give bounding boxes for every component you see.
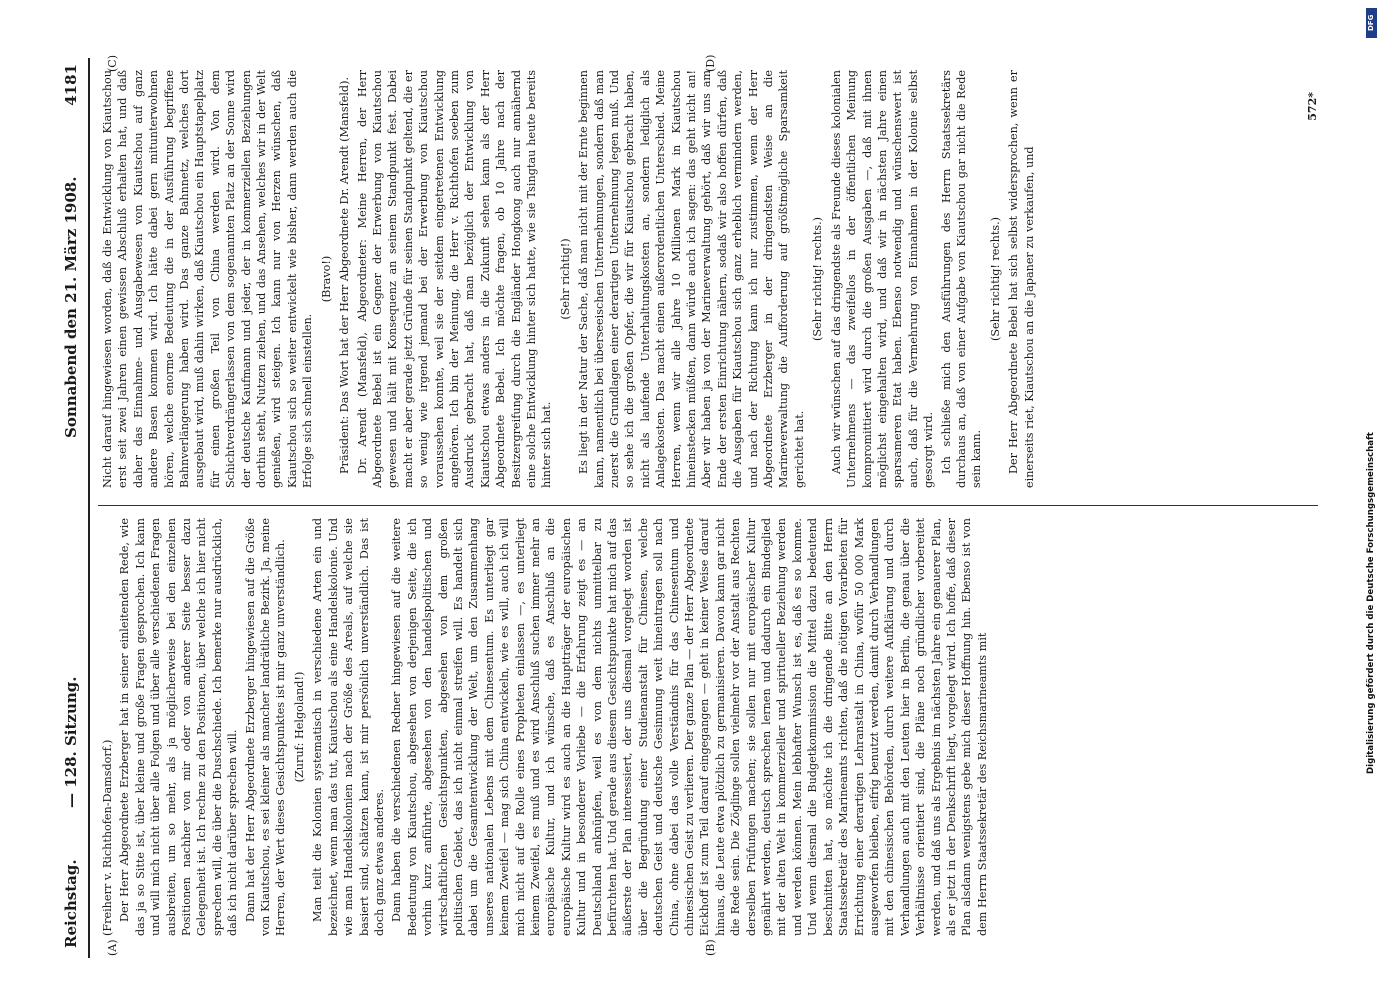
- left-column: [100, 518, 1320, 936]
- paragraph: Der Herr Abgeordnete Erzberger hat in seiner einleitenden Rede, wie das ja so Sitte ist, über kleine und große Fragen gesprochen. Ich kann und will mich nicht über alle Folgen und über alle verschiedenen Fragen ausbreiten, um so mehr, als ja möglicherweise bei den einzelnen Positionen nachher von mir oder von anderer Seite besser dazu Gelegenheit ist. Ich rechne zu den Positionen, über welche ich hier nicht sprechen will, die über die Duschschiede. Ich bemerke nur ausdrücklich, daß ich nicht darüber sprechen will.: [118, 518, 240, 936]
- signature-mark: 572*: [1306, 92, 1319, 121]
- header-page-number: 4181: [62, 64, 80, 106]
- interjection: (Sehr richtig! rechts.): [988, 216, 1002, 342]
- paragraph: Dann hat der Herr Abgeordnete Erzberger hingewiesen auf die Größe von Kiautschou, es sei kleiner als mancher landrätliche Bezirk. Ja, meine Herren, der Wert dieses Gesichtspunktes ist mir ganz unverständlich.: [243, 518, 288, 936]
- president-statement: Präsident: Das Wort hat der Herr Abgeordnete Dr. Arendt (Mansfeld).: [338, 76, 352, 474]
- paragraph: Man teilt die Kolonien systematisch in verschiedene Arten ein und bezeichnet, wenn man das tut, Kiautschou als eine Handelskolonie. Und wie man Handelskolonien nach der Größe des Areals, auf welche sie basiert sind, schätzen kann, ist mir persönlich unverständlich. Das ist doch ganz etwas anderes.: [311, 518, 386, 936]
- column-divider: [98, 505, 1318, 506]
- header-date: Sonnabend den 21. März 1908.: [62, 176, 80, 438]
- header-session: — 128. Sitzung.: [62, 676, 80, 808]
- paragraph: Ich schließe mich den Ausführungen des Herrn Staatssekretärs durchaus an, daß von einer Aufgabe von Kiautschou gar nicht die Rede sein kann.: [939, 70, 984, 488]
- interjection: (Zuruf: Helgoland!): [292, 671, 306, 783]
- margin-marker-d: (D): [704, 54, 717, 72]
- margin-marker-b: (B): [704, 939, 717, 956]
- margin-marker-a: (A): [106, 939, 119, 956]
- paragraph: Es liegt in der Natur der Sache, daß man nicht mit der Ernte beginnen kann, namentlich bei überseeischen Unternehmungen, sondern daß man zuerst die Grundlagen einer derartigen Unternehmung legen muß. Und so sehe ich die großen Opfer, die wir für Kiautschou gebracht haben, nicht als laufende Unterhaltungskosten an, sondern lediglich als Anlagekosten. Das macht einen außerordentlichen Unterschied. Meine Herren, wenn wir alle Jahre 10 Millionen Mark in Kiautschou hineinstecken müßten, dann würde auch ich sagen: das geht nicht an! Aber wir haben ja von der Marineverwaltung gehört, daß wir uns am Ende der ersten Einrichtung nähern, sodaß wir also hoffen dürfen, daß die Ausgaben für Kiautschou sich ganz erheblich vermindern werden, und nach der Richtung kann ich nur zustimmen, wenn der Herr Abgeordnete Erzberger in der dringendsten Weise an die Marineverwaltung die Aufforderung auf größtmögliche Sparsamkeit gerichtet hat.: [577, 70, 806, 488]
- page-header: [54, 58, 90, 958]
- right-column: [100, 70, 1320, 488]
- paragraph: Dr. Arendt (Mansfeld), Abgeordneter: Meine Herren, der Herr Abgeordnete Bebel ist ein Gegner der Erwerbung von Kiautschou gewesen und hält mit Konsequenz an seinem Standpunkt fest. Dabei macht er aber gerade jetzt Gründe für seinen Standpunkt geltend, die er so wenig wie irgend jemand bei der Erwerbung von Kiautschou voraussehen konnte, weil sie der seitdem eingetretenen Entwicklung angehören. Ich bin der Meinung, die Herr v. Richthofen soeben zum Ausdruck gebracht hat, daß man bezüglich der Entwicklung von Kiautschou etwas anders in die Zukunft sehen kann als der Herr Abgeordnete Bebel. Ich möchte fragen, ob 10 Jahre nach der Besitzergreifung durch die Engländer Hongkong auch nur annähernd eine solche Entwicklung hinter sich hatte, wie sie Tsingtau heute bereits hinter sich hat.: [355, 70, 554, 488]
- margin-marker-c: (C): [106, 55, 119, 72]
- speaker-note: (Freiherr v. Richthofen-Damsdorf.): [101, 739, 114, 936]
- interjection: (Sehr richtig!): [558, 238, 572, 320]
- dfg-logo: DFG: [1366, 8, 1377, 38]
- paragraph: Nicht darauf hingewiesen worden, daß die Entwicklung von Kiautschou erst seit zwei Jahren einen gewissen Abschluß erhalten hat, und daß daher das Einnahme- und Ausgabewesen von Kiautschou auf ganz andere Basen kommen wird. Ich hätte dabei gern mitunterwohnen hören, welche enorme Bedeutung die in der Ausführung begriffene Bahnverlängerung haben wird. Das ganze Bahnnetz, welches dort ausgebaut wird, muß dahin wirken, daß Kiautschou ein Hauptstapelplatz für einen großen Teil von China werden wird. Von dem Schichtverdrängerlassen von dem sogenannten Platz an der Sonne wird der deutsche Kaufmann und jeder, der in kommerziellen Beziehungen dorthin steht, Nutzen ziehen, und das Ansehen, welches wir in der Welt genießen, wird steigen. Ich kann nur von Herzen wünschen, daß Kiautschou sich so weiter entwickelt wie bisher, dann werden auch die Erfolge sich schnell einstellen.: [101, 70, 315, 488]
- interjection: (Sehr richtig! rechts.): [811, 216, 825, 342]
- rotated-page: [54, 54, 1334, 958]
- paragraph: Dann haben die verschiedenen Redner hingewiesen auf die weitere Bedeutung von Kiautschou, abgesehen von derjenigen Seite, die ich vorhin kurz anführte, abgesehen von den handelspolitischen und wirtschaftlichen Gesichtspunkten, abgesehen von dem großen politischen Gebiet, das ich nicht einmal streifen will. Es handelt sich dabei um die Gesamtentwicklung der Welt, um den Zusammenhang unseres nationalen Lebens mit dem Chinesentum. Es unterliegt gar keinem Zweifel — mag sich China entwickeln, wie es will, auch ich will mich nicht auf die Rolle eines Propheten einlassen —, es unterliegt keinem Zweifel, es muß und es wird Anschluß suchen immer mehr an europäische Kultur, und ich wünsche, daß es Anschluß an die europäische Kultur wird es auch an die Hauptträger der europäischen Kultur und in besonderer Vorliebe — die Erfahrung zeigt es — an Deutschland anknüpfen, weil es von dem nichts unmittelbar zu befürchten hat. Und gerade aus diesem Gesichtspunkte hat mich auf das äußerste der Plan interessiert, der uns diesmal vorgelegt worden ist über die Begründung einer Studienanstalt für Chinesen, welche deutschen Geist und deutsche Gesinnung weit hineintragen soll nach China, ohne dabei das volle Verständnis für das Chinesentum und chinesischen Geist zu verlieren. Der ganze Plan — der Herr Abgeordnete Eickhoff ist zum Teil darauf eingegangen — geht in keiner Weise darauf hinaus, die Leute etwa plötzlich zu germanisieren. Davon kann gar nicht die Rede sein. Die Zöglinge sollen vielmehr vor der Anstalt aus Rechten derselben Prüfungen machen; sie sollen nur mit europäischer Kultur genährt werden, deutsch sprechen lernen und dadurch ein Bindeglied mit der alten Welt in kommerzieller und spiritueller Beziehung werden und werden können. Mein lebhafter Wunsch ist es, daß es so komme. Und wenn diesmal die Budgetkommission die Mittel dazu bedeutend beschnitten hat, so möchte ich die dringende Bitte an den Herrn Staatssekretär des Marineamts richten, daß die nötigen Vorarbeiten für Errichtung einer derartigen Lehranstalt in China, wofür 50 000 Mark ausgeworfen bleiben, eifrig benutzt werden, damit durch Verhandlungen mit den chinesischen Behörden, durch weitere Aufklärung und durch Verhandlungen auch mit den Leuten hier in Berlin, die genau über die Verhältnisse orientiert sind, die Pläne noch gründlicher vorbereitet werden, und daß uns als Ergebnis im nächsten Jahre ein genauerer Plan, als er jetzt in der Denkschrift liegt, vorgelegt wird. Ich hoffe, daß dieser Plan alsdann wenigstens gebe mich dieser Hoffnung hin. Ebenso ist von dem Herrn Staatssekretär des Reichsmarineamts mit: [390, 518, 989, 936]
- paragraph: Auch wir wünschen auf das dringendste als Freunde dieses kolonialen Unternehmens — das zweifellos in der öffentlichen Meinung kompromittiert wird durch die großen Ausgaben —, daß mit ihnen möglichst eingehalten wird, und daß wir in nächsten Jahre einen sparsameren Etat haben. Ebenso notwendig und wünschenswert ist auch, daß für die Vermehrung von Einnahmen in der Kolonie selbst gesorgt wird.: [829, 70, 936, 488]
- interjection: (Bravo!): [319, 255, 333, 303]
- digitization-credit: Digitalisierung gefördert durch die Deutsche Forschungsgemeinschaft: [1366, 432, 1376, 774]
- paragraph: Der Herr Abgeordnete Bebel hat sich selbst widersprochen, wenn er einerseits riet, Kiautschou an die Japaner zu verkaufen, und: [1007, 70, 1036, 488]
- header-title: Reichstag.: [62, 859, 80, 948]
